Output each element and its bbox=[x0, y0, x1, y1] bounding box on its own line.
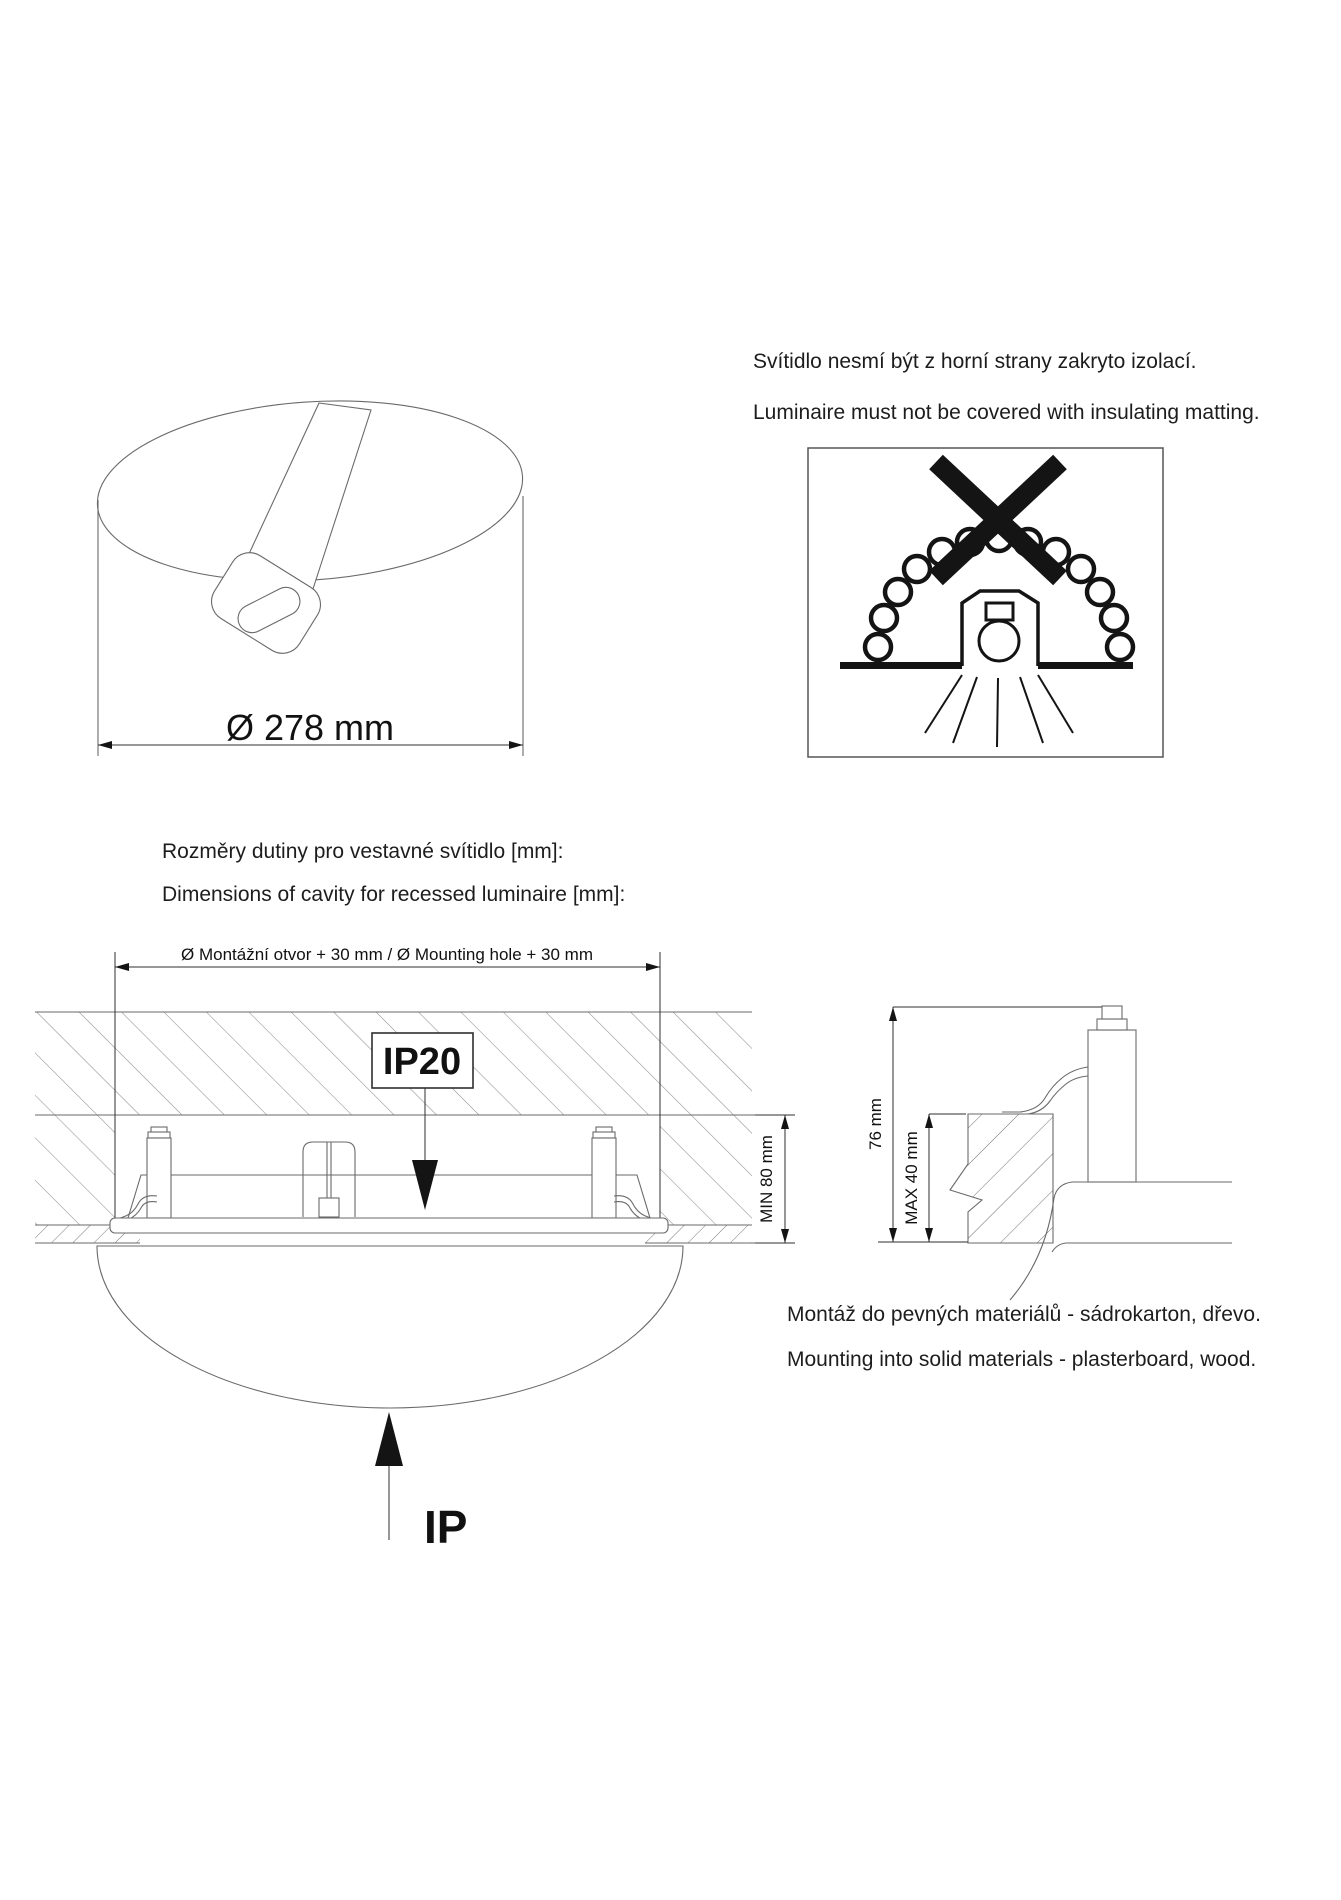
max-thickness-dimension bbox=[902, 1114, 966, 1242]
detail-bolt bbox=[1097, 1006, 1127, 1030]
mounting-post-right bbox=[592, 1127, 616, 1218]
insulation-note-en: Luminaire must not be covered with insulating matting. bbox=[753, 401, 1260, 424]
prohibition-x-icon bbox=[936, 462, 1060, 578]
cross-section-diagram bbox=[35, 945, 795, 1408]
up-arrow-icon bbox=[375, 1412, 403, 1466]
cavity-heading-en: Dimensions of cavity for recessed luminaire [mm]: bbox=[162, 883, 626, 906]
ip-arrow bbox=[375, 1412, 467, 1553]
insulation-note-cz: Svítidlo nesmí být z horní strany zakryto izolací. bbox=[753, 350, 1197, 373]
diameter-label: Ø 278 mm bbox=[225, 707, 395, 748]
panel-block bbox=[950, 1114, 1053, 1243]
mounting-hole-label: Ø Montážní otvor + 30 mm / Ø Mounting hole + 30 mm bbox=[181, 945, 593, 964]
mounting-note-cz: Montáž do pevných materiálů - sádrokarton, dřevo. bbox=[787, 1303, 1261, 1326]
min-depth-dimension bbox=[755, 1115, 795, 1243]
hole-cutting-diagram bbox=[91, 387, 528, 756]
ip-label: IP bbox=[424, 1501, 468, 1553]
height-label: 76 mm bbox=[866, 1098, 885, 1150]
mounting-note-en: Mounting into solid materials - plasterboard, wood. bbox=[787, 1348, 1257, 1371]
mounting-detail-diagram bbox=[866, 1006, 1232, 1300]
detail-spring-clip bbox=[1002, 1067, 1088, 1114]
mounting-hole-dimension bbox=[115, 945, 660, 971]
insulation-warning-box bbox=[808, 448, 1163, 757]
diameter-dimension bbox=[98, 707, 523, 749]
mounting-post-left bbox=[147, 1127, 171, 1218]
luminaire-housing bbox=[128, 1175, 650, 1218]
luminaire-flange bbox=[110, 1218, 668, 1233]
no-insulation-icon bbox=[840, 462, 1133, 747]
cavity-heading-cz: Rozměry dutiny pro vestavné svítidlo [mm]: bbox=[162, 840, 564, 863]
ip20-label: IP20 bbox=[382, 1041, 462, 1083]
luminaire-dome bbox=[97, 1246, 683, 1408]
detail-post bbox=[1088, 1030, 1136, 1182]
min-depth-label: MIN 80 mm bbox=[757, 1135, 776, 1223]
max-thickness-label: MAX 40 mm bbox=[902, 1131, 921, 1225]
